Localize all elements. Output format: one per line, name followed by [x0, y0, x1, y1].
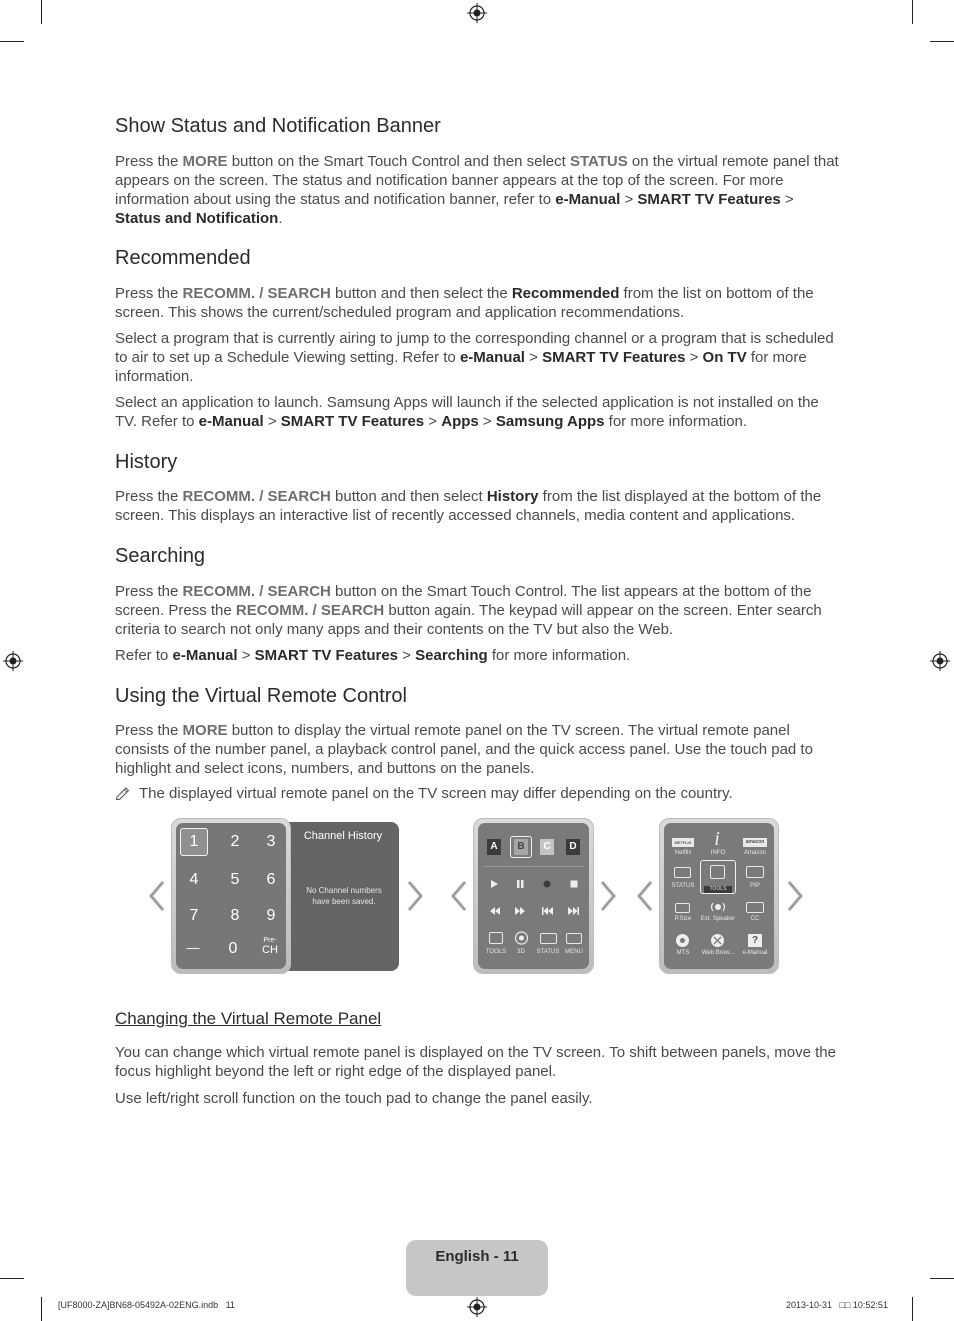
tools-icon	[710, 865, 725, 879]
ext-speaker-label: Ext. Speaker	[700, 916, 736, 922]
menu-label: MENU	[565, 949, 583, 955]
number-key-3[interactable]: 3	[266, 833, 276, 850]
e-manual-label: e-Manual	[742, 950, 768, 956]
registration-mark-icon	[467, 1297, 487, 1317]
registration-mark-icon	[467, 3, 487, 23]
crop-mark	[930, 1278, 954, 1279]
cc-label: CC	[750, 916, 760, 922]
paragraph: Press the RECOMM. / SEARCH button on the Smart Touch Control. The list appears at the bottom of the screen. Press the RECOMM. / SEARCH button again. The keypad will appear on the screen. Enter search criteria to search not only many apps and their contents on the TV but also the Web.	[115, 583, 822, 638]
menu-path-item: SMART TV Features	[280, 413, 425, 430]
menu-path-item: Apps	[441, 413, 479, 430]
menu-path-item: History	[486, 488, 539, 505]
pause-icon[interactable]	[515, 879, 525, 889]
paragraph: Use left/right scroll function on the touch pad to change the panel easily.	[115, 1090, 593, 1107]
number-key-4[interactable]: 4	[189, 871, 199, 888]
info-glyph: i	[714, 828, 720, 850]
e-manual-icon[interactable]	[748, 934, 762, 947]
amazon-logo-text: amazon	[745, 839, 765, 845]
pencil-note-icon	[115, 786, 131, 800]
menu-path-item: Searching	[415, 647, 488, 664]
number-key-7[interactable]: 7	[189, 907, 199, 924]
color-key-a[interactable]	[487, 839, 501, 855]
cc-icon[interactable]	[746, 902, 764, 913]
pre-ch-top-label: Pre-	[263, 937, 277, 944]
number-key-5[interactable]: 5	[230, 871, 240, 888]
channel-history-message: No Channel numbers have been saved.	[306, 886, 382, 906]
pip-icon[interactable]	[746, 866, 764, 878]
chevron-left-icon[interactable]	[450, 880, 468, 912]
color-key-b-label: B	[517, 841, 525, 852]
menu-path-item: SMART TV Features	[637, 191, 781, 208]
paragraph: Select an application to launch. Samsung Apps will launch if the selected application is not installed on the TV. Refer to e-Manual > SMART TV Features > Apps > Samsung Apps for more information.	[115, 394, 819, 430]
page-number-label: English - 11	[435, 1248, 519, 1265]
color-key-c[interactable]	[540, 839, 554, 855]
skip-back-icon[interactable]	[541, 906, 554, 916]
rewind-icon[interactable]	[489, 906, 501, 916]
button-name: RECOMM. / SEARCH	[182, 488, 331, 505]
play-icon[interactable]	[489, 879, 499, 889]
info-label: INFO	[710, 850, 726, 856]
paragraph: Press the RECOMM. / SEARCH button and then select the Recommended from the list on bottom of the screen. This shows the current/scheduled program and application recommendations.	[115, 285, 814, 321]
mts-icon[interactable]	[675, 933, 690, 948]
section-heading: Recommended	[115, 247, 251, 269]
skip-forward-icon[interactable]	[567, 906, 580, 916]
menu-icon[interactable]	[566, 933, 582, 944]
button-name: STATUS	[569, 153, 628, 170]
color-key-d[interactable]	[566, 839, 580, 855]
chevron-right-icon[interactable]	[406, 880, 424, 912]
registration-mark-icon	[930, 651, 950, 671]
tools-label: TOOLS	[709, 886, 727, 892]
print-date: 2013-10-31 □□ 10:52:51	[786, 1300, 888, 1310]
status-label: STATUS	[536, 949, 560, 955]
tools-icon[interactable]	[489, 932, 503, 944]
chevron-right-icon[interactable]	[786, 880, 804, 912]
netflix-label: Netflix	[674, 850, 692, 856]
menu-path-item: Recommended	[511, 285, 620, 302]
crop-mark	[41, 0, 42, 24]
button-name: RECOMM. / SEARCH	[235, 602, 385, 619]
menu-path-item: SMART TV Features	[254, 647, 399, 664]
paragraph: Press the MORE button to display the virtual remote panel on the TV screen. The virtual remote panel consists of the number panel, a playback control panel, and the quick access panel. Use the touch pad to highlight and select icons, numbers, and buttons on the panels.	[115, 722, 813, 777]
pip-label: PIP	[750, 883, 760, 889]
menu-path-item: e-Manual	[172, 647, 238, 664]
paragraph: Press the MORE button on the Smart Touch Control and then select STATUS on the virtual remote panel that appears on the screen. The status and notification banner appears at the top of the screen. For more information about using the status and notification banner, refer to e-Manual > SMART TV Features > Status and Notification.	[115, 153, 839, 227]
menu-path-item: SMART TV Features	[542, 349, 686, 366]
menu-path-item: e-Manual	[459, 349, 525, 366]
section-heading: History	[115, 451, 178, 473]
crop-mark	[912, 0, 913, 24]
button-name: MORE	[182, 153, 228, 170]
button-name: MORE	[182, 722, 228, 739]
section-heading: Show Status and Notification Banner	[115, 115, 441, 137]
number-key-1[interactable]: 1	[189, 833, 199, 850]
color-key-b-face	[514, 839, 528, 855]
number-key-6[interactable]: 6	[266, 871, 276, 888]
3d-icon[interactable]	[514, 931, 529, 945]
netflix-logo[interactable]	[672, 838, 694, 847]
p-size-label: P.Size	[674, 916, 692, 922]
number-key-0[interactable]: 0	[228, 940, 238, 957]
pre-ch-key[interactable]	[256, 937, 284, 956]
number-key-9[interactable]: 9	[266, 907, 276, 924]
3d-label: 3D	[517, 949, 525, 955]
menu-path-item: Status and Notification	[115, 210, 279, 227]
chevron-left-icon[interactable]	[636, 880, 654, 912]
dash-key[interactable]: —	[186, 940, 200, 955]
status-icon[interactable]	[540, 933, 557, 944]
crop-mark	[912, 1297, 913, 1321]
crop-mark	[41, 1297, 42, 1321]
info-icon[interactable]	[708, 829, 726, 849]
paragraph: Select a program that is currently airing to jump to the corresponding channel or a program that is scheduled to air to set up a Schedule Viewing setting. Refer to e-Manual > SMART TV Features > On TV for more information.	[115, 330, 834, 385]
note-text: The displayed virtual remote panel on the TV screen may differ depending on the country.	[139, 785, 733, 802]
paragraph: Refer to e-Manual > SMART TV Features > Searching for more information.	[115, 647, 631, 664]
crop-mark	[930, 41, 954, 42]
paragraph: You can change which virtual remote panel is displayed on the TV screen. To shift between panels, move the focus highlight beyond the left or right edge of the displayed panel.	[115, 1044, 836, 1080]
print-file-name: [UF8000-ZA]BN68-05492A-02ENG.indb 11	[58, 1300, 235, 1310]
fast-forward-icon[interactable]	[514, 906, 526, 916]
menu-path-item: On TV	[702, 349, 747, 366]
e-manual-glyph: ?	[751, 935, 759, 946]
pre-ch-bottom-label: CH	[262, 944, 278, 956]
status-icon[interactable]	[674, 867, 691, 878]
menu-path-item: e-Manual	[555, 191, 621, 208]
status-label: STATUS	[671, 883, 695, 889]
button-name: RECOMM. / SEARCH	[182, 583, 331, 600]
amazon-label: Amazon	[743, 850, 766, 856]
color-key-c-label: C	[543, 841, 551, 852]
section-heading: Searching	[115, 545, 206, 567]
panel-divider	[483, 866, 584, 867]
number-key-8[interactable]: 8	[230, 907, 240, 924]
menu-path-item: e-Manual	[198, 413, 264, 430]
amazon-logo[interactable]	[743, 838, 767, 847]
color-key-d-label: D	[569, 841, 577, 852]
paragraph: Press the RECOMM. / SEARCH button and then select History from the list displayed at the bottom of the screen. This displays an interactive list of recently accessed channels, media content and applications.	[115, 488, 822, 524]
number-key-2[interactable]: 2	[230, 833, 240, 850]
color-key-a-label: A	[490, 841, 498, 852]
p-size-icon[interactable]	[675, 903, 690, 913]
crop-mark	[0, 1278, 24, 1279]
menu-path-item: Samsung Apps	[495, 413, 605, 430]
ext-speaker-icon[interactable]	[708, 901, 728, 913]
web-browser-label: Web Brow...	[701, 950, 735, 956]
button-name: RECOMM. / SEARCH	[182, 285, 331, 302]
subsection-heading: Changing the Virtual Remote Panel	[115, 1009, 382, 1028]
web-browser-icon[interactable]	[710, 933, 725, 948]
registration-mark-icon	[3, 651, 23, 671]
crop-mark	[0, 41, 24, 42]
stop-icon[interactable]	[569, 879, 579, 889]
chevron-left-icon[interactable]	[148, 880, 166, 912]
netflix-logo-text: NETFLIX	[674, 840, 692, 845]
chevron-right-icon[interactable]	[599, 880, 617, 912]
channel-history-title: Channel History	[303, 830, 383, 842]
mts-label: MTS	[676, 950, 690, 956]
record-icon[interactable]	[542, 879, 552, 889]
section-heading: Using the Virtual Remote Control	[115, 685, 407, 707]
tools-label: TOOLS	[485, 949, 507, 955]
